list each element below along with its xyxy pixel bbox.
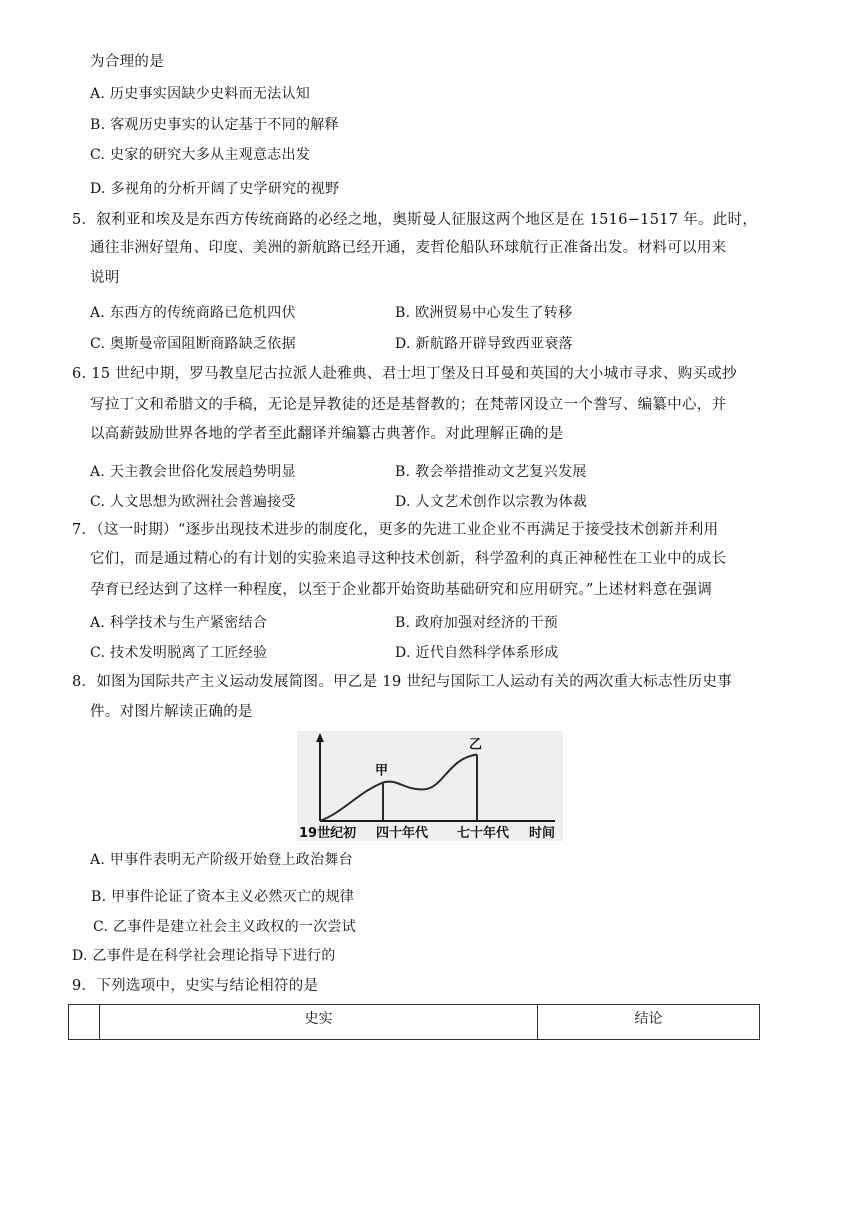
q8-stem-line-2: 件。对图片解读正确的是 <box>90 704 253 720</box>
q9-stem: 9．下列选项中，史实与结论相符的是 <box>72 978 319 994</box>
q7-option-a: A. 科学技术与生产紧密结合 <box>90 615 268 631</box>
q5-stem-line-2: 通往非洲好望角、印度、美洲的新航路已经开通，麦哲伦船队环球航行正准备出发。材料可以用来 <box>90 240 727 256</box>
q6-option-a: A. 天主教会世俗化发展趋势明显 <box>90 464 296 480</box>
q6-stem-line-1: 6. 15 世纪中期，罗马教皇尼古拉派人赴雅典、君士坦丁堡及日耳曼和英国的大小城市寻求、购买或抄 <box>72 366 737 382</box>
q6-option-b: B. 教会举措推动文艺复兴发展 <box>395 464 587 480</box>
q6-option-d: D. 人文艺术创作以宗教为体裁 <box>395 494 588 510</box>
q5-option-d: D. 新航路开辟导致西亚衰落 <box>395 336 573 352</box>
q5-stem-line-3: 说明 <box>90 270 120 286</box>
x-tick-label-3: 七十年代 <box>457 826 510 841</box>
x-tick-label-2: 四十年代 <box>376 826 429 841</box>
q8-stem-line-1: 8．如图为国际共产主义运动发展简图。甲乙是 19 世纪与国际工人运动有关的两次重大标志性历史事 <box>72 674 732 690</box>
q4-option-a: A. 历史事实因缺少史料而无法认知 <box>90 86 311 102</box>
x-tick-label-1: 19世纪初 <box>299 826 357 841</box>
q8-option-c: C. 乙事件是建立社会主义政权的一次尝试 <box>93 919 357 935</box>
q7-option-b: B. 政府加强对经济的干预 <box>395 615 559 631</box>
x-axis-label: 时间 <box>529 826 556 841</box>
q7-option-c: C. 技术发明脱离了工匠经验 <box>90 645 268 661</box>
q7-option-d: D. 近代自然科学体系形成 <box>395 645 559 661</box>
development-chart-svg <box>297 731 563 841</box>
q7-stem-line-3: 孕育已经达到了这样一种程度，以至于企业都开始资助基础研究和应用研究。”上述材料意在强调 <box>90 582 713 598</box>
development-chart <box>297 731 563 841</box>
yi-label: 乙 <box>469 737 483 753</box>
q4-option-b: B. 客观历史事实的认定基于不同的解释 <box>90 117 339 133</box>
q7-stem-line-1: 7．（这一时期）“逐步出现技术进步的制度化，更多的先进工业企业不再满足于接受技术创新并利用 <box>72 522 719 538</box>
q9-table <box>68 1004 760 1040</box>
q6-stem-line-3: 以高薪鼓励世界各地的学者至此翻译并编纂古典著作。对此理解正确的是 <box>90 426 564 442</box>
table-header-index <box>69 1005 100 1040</box>
y-axis-arrow <box>316 733 324 742</box>
table-header-facts: 史实 <box>100 1005 538 1040</box>
q5-option-b: B. 欧洲贸易中心发生了转移 <box>395 305 573 321</box>
jia-label: 甲 <box>375 763 389 779</box>
q8-option-d: D. 乙事件是在科学社会理论指导下进行的 <box>72 948 336 964</box>
q5-option-a: A. 东西方的传统商路已危机四伏 <box>90 305 296 321</box>
movement-curve <box>320 755 477 822</box>
q5-stem-line-1: 5．叙利亚和埃及是东西方传统商路的必经之地，奥斯曼人征服这两个地区是在 1516−1517 年。此时， <box>72 212 758 228</box>
q4-stem-tail: 为合理的是 <box>90 54 164 70</box>
q4-option-d: D. 多视角的分析开阔了史学研究的视野 <box>90 181 340 197</box>
q7-stem-line-2: 它们，而是通过精心的有计划的实验来追寻这种技术创新，科学盈利的真正神秘性在工业中的成长 <box>90 551 727 567</box>
table-header-conclusion: 结论 <box>538 1005 760 1040</box>
q8-option-a: A. 甲事件表明无产阶级开始登上政治舞台 <box>90 852 354 868</box>
q5-option-c: C. 奥斯曼帝国阻断商路缺乏依据 <box>90 336 296 352</box>
q8-option-b: B. 甲事件论证了资本主义必然灭亡的规律 <box>91 889 355 905</box>
q6-stem-line-2: 写拉丁文和希腊文的手稿，无论是异教徒的还是基督教的；在梵蒂冈设立一个誊写、编纂中心，并 <box>90 397 727 413</box>
q6-option-c: C. 人文思想为欧洲社会普遍接受 <box>90 494 296 510</box>
q4-option-c: C. 史家的研究大多从主观意志出发 <box>90 147 311 163</box>
table-header-row <box>69 1005 760 1040</box>
